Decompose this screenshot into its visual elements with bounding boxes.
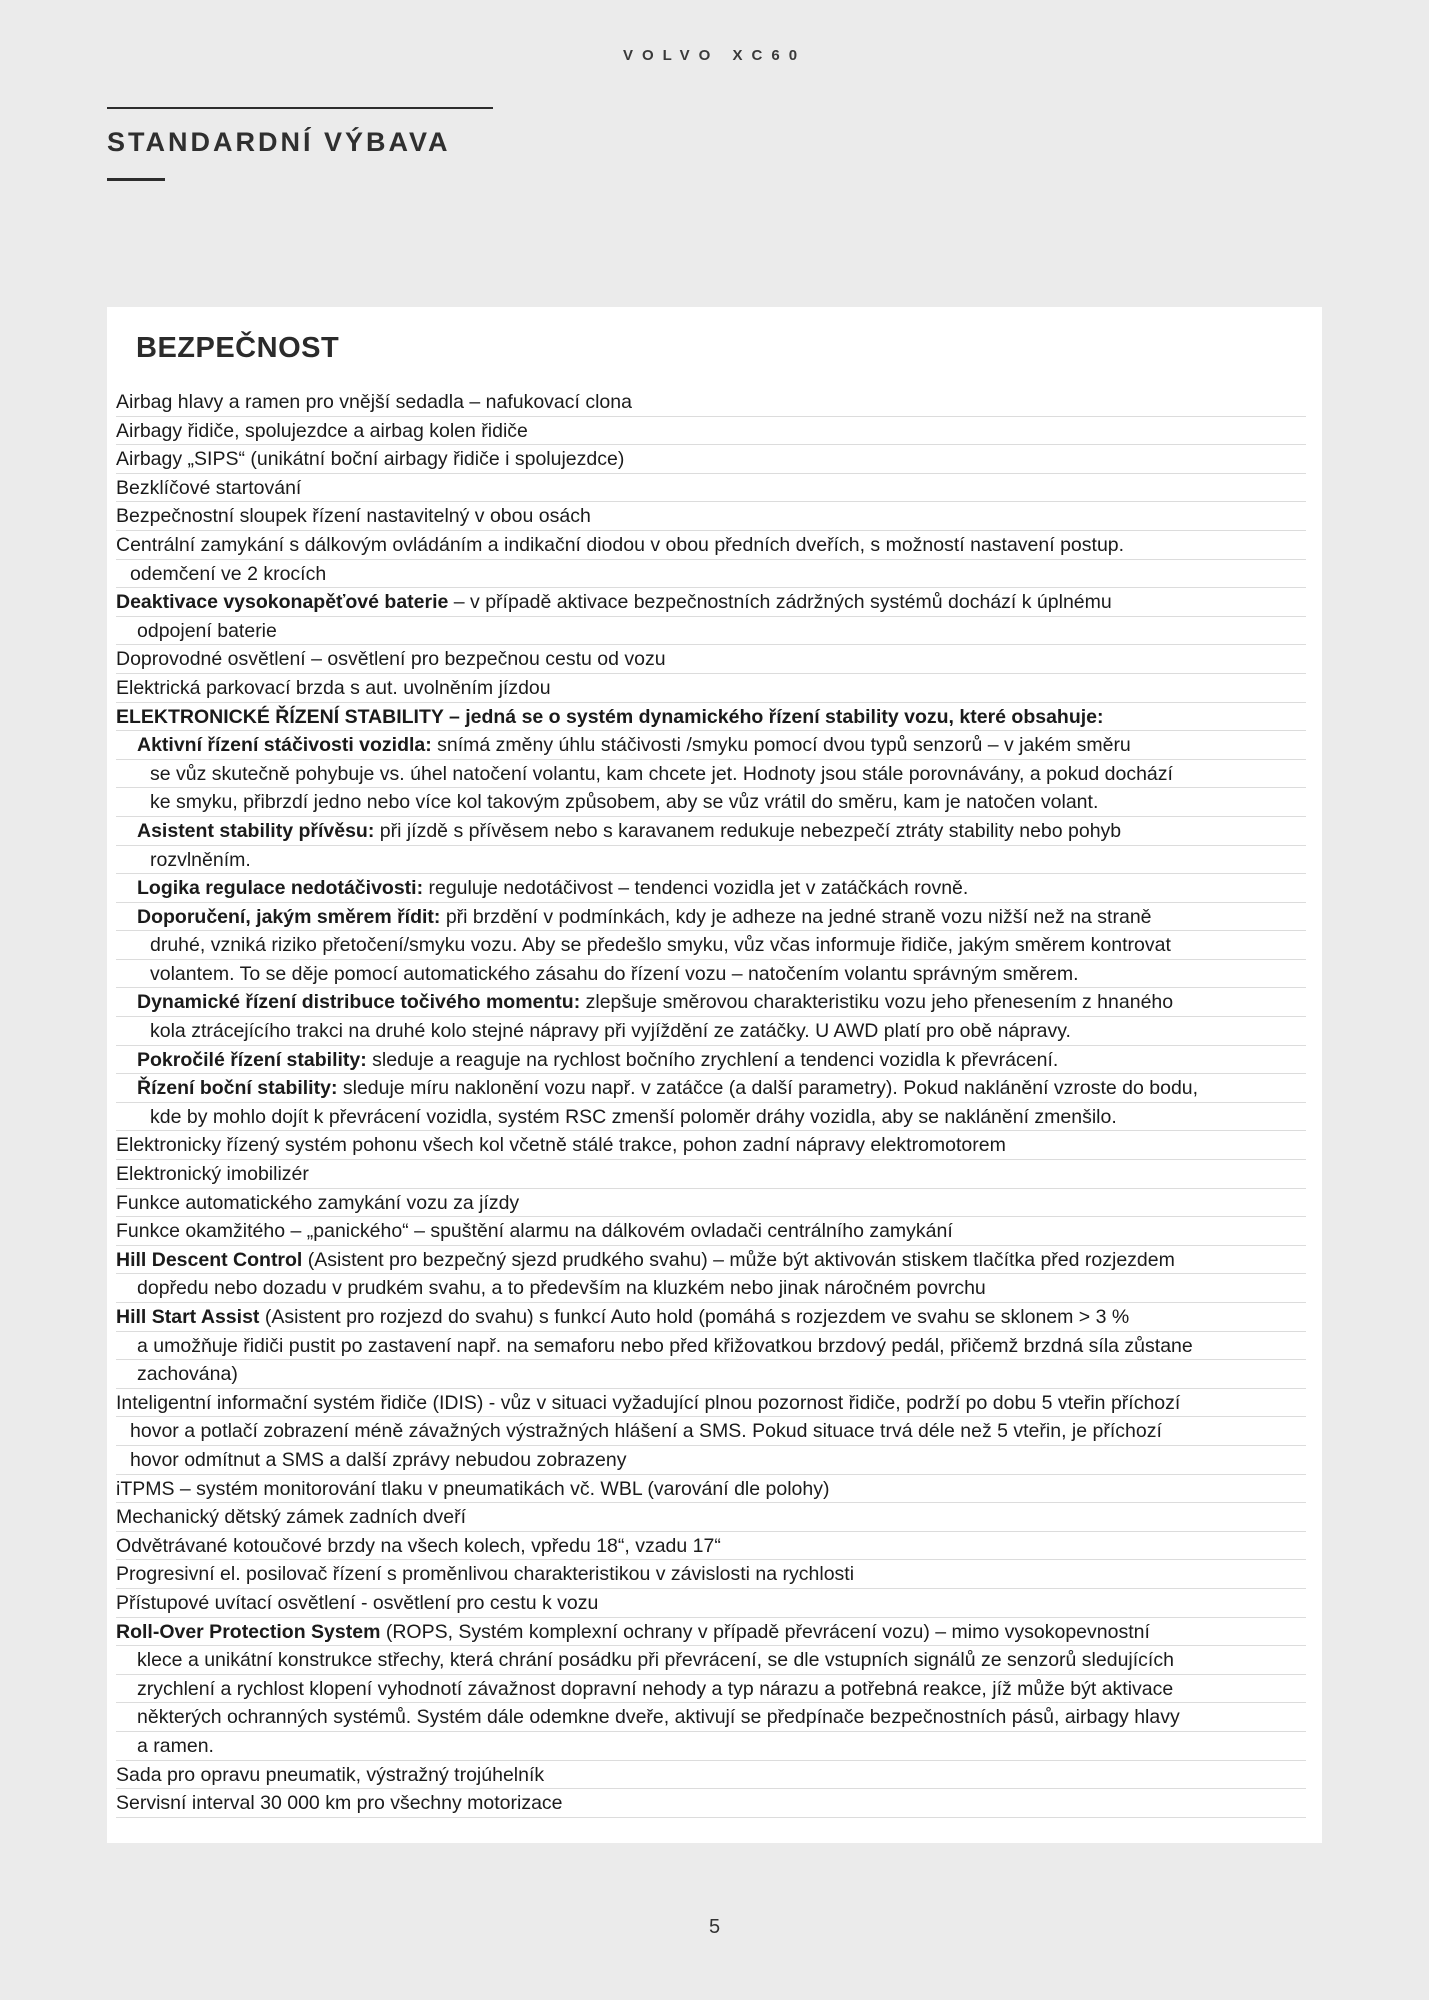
list-item: Mechanický dětský zámek zadních dveří [116,1503,1306,1532]
list-item: Přístupové uvítací osvětlení - osvětlení pro cestu k vozu [116,1589,1306,1618]
list-item: Elektrická parkovací brzda s aut. uvolněním jízdou [116,674,1306,703]
card-title: BEZPEČNOST [136,332,340,364]
list-item: Progresivní el. posilovač řízení s proměnlivou charakteristikou v závislosti na rychlosti [116,1560,1306,1589]
list-item: zrychlení a rychlost klopení vyhodnotí závažnost dopravní nehody a typ nárazu a potřebná reakce, jíž může být aktivace [116,1675,1306,1704]
list-item: Doporučení, jakým směrem řídit: při brzdění v podmínkách, kdy je adheze na jedné straně vozu nižší než na straně [116,903,1306,932]
list-item: některých ochranných systémů. Systém dále odemkne dveře, aktivují se předpínače bezpečnostních pásů, airbagy hlavy [116,1703,1306,1732]
list-item: rozvlněním. [116,846,1306,875]
list-item: druhé, vzniká riziko přetočení/smyku vozu. Aby se předešlo smyku, vůz včas informuje řidiče, jakým směrem kontrovat [116,931,1306,960]
list-item: Airbag hlavy a ramen pro vnější sedadla – nafukovací clona [116,388,1306,417]
list-item: iTPMS – systém monitorování tlaku v pneumatikách vč. WBL (varování dle polohy) [116,1475,1306,1504]
list-item: Řízení boční stability: sleduje míru naklonění vozu např. v zatáčce (a další parametry). Pokud naklánění vzroste do bodu, [116,1074,1306,1103]
list-item: Hill Start Assist (Asistent pro rozjezd do svahu) s funkcí Auto hold (pomáhá s rozjezdem ve svahu se sklonem > 3 % [116,1303,1306,1332]
title-rule-short [107,178,165,181]
page-title: STANDARDNÍ VÝBAVA [107,127,451,157]
list-item: Airbagy řidiče, spolujezdce a airbag kolen řidiče [116,417,1306,446]
list-item: odemčení ve 2 krocích [116,560,1306,589]
list-item: Airbagy „SIPS“ (unikátní boční airbagy řidiče i spolujezdce) [116,445,1306,474]
list-item: Doprovodné osvětlení – osvětlení pro bezpečnou cestu od vozu [116,645,1306,674]
brand-header: VOLVO XC60 [622,47,807,64]
list-item: Sada pro opravu pneumatik, výstražný trojúhelník [116,1761,1306,1790]
list-item: Roll-Over Protection System (ROPS, Systém komplexní ochrany v případě převrácení vozu) – mimo vysokopevnostní [116,1618,1306,1647]
list-item: Inteligentní informační systém řidiče (IDIS) - vůz v situaci vyžadující plnou pozornost řidiče, podrží po dobu 5 vteřin příchozí [116,1389,1306,1418]
list-item: Servisní interval 30 000 km pro všechny motorizace [116,1789,1306,1818]
list-item: Aktivní řízení stáčivosti vozidla: snímá změny úhlu stáčivosti /smyku pomocí dvou typů senzorů – v jakém směru [116,731,1306,760]
list-item: se vůz skutečně pohybuje vs. úhel natočení volantu, kam chcete jet. Hodnoty jsou stále porovnávány, a pokud dochází [116,760,1306,789]
list-item: Elektronicky řízený systém pohonu všech kol včetně stálé trakce, pohon zadní nápravy elektromotorem [116,1131,1306,1160]
list-item: Hill Descent Control (Asistent pro bezpečný sjezd prudkého svahu) – může být aktivován stiskem tlačítka před rozjezdem [116,1246,1306,1275]
list-item: kde by mohlo dojít k převrácení vozidla, systém RSC zmenší poloměr dráhy vozidla, aby se naklánění zmenšilo. [116,1103,1306,1132]
list-item: Dynamické řízení distribuce točivého momentu: zlepšuje směrovou charakteristiku vozu jeho přenesením z hnaného [116,988,1306,1017]
title-rule-top [107,107,493,109]
list-item: Logika regulace nedotáčivosti: reguluje nedotáčivost – tendenci vozidla jet v zatáčkách rovně. [116,874,1306,903]
list-item: Elektronický imobilizér [116,1160,1306,1189]
page-number: 5 [708,1916,721,1938]
list-item: ELEKTRONICKÉ ŘÍZENÍ STABILITY – jedná se o systém dynamického řízení stability vozu, které obsahuje: [116,703,1306,732]
list-item: hovor odmítnut a SMS a další zprávy nebudou zobrazeny [116,1446,1306,1475]
list-item: a ramen. [116,1732,1306,1761]
list-item: Bezklíčové startování [116,474,1306,503]
list-item: Pokročilé řízení stability: sleduje a reaguje na rychlost bočního zrychlení a tendenci vozidla k převrácení. [116,1046,1306,1075]
list-item: hovor a potlačí zobrazení méně závažných výstražných hlášení a SMS. Pokud situace trvá déle než 5 vteřin, je příchozí [116,1417,1306,1446]
list-item: ke smyku, přibrzdí jedno nebo více kol takovým způsobem, aby se vůz vrátil do směru, kam je natočen volant. [116,788,1306,817]
list-item: klece a unikátní konstrukce střechy, která chrání posádku při převrácení, se dle vstupních signálů ze senzorů sledujících [116,1646,1306,1675]
equipment-list [116,388,1306,1818]
list-item: odpojení baterie [116,617,1306,646]
list-item: Asistent stability přívěsu: při jízdě s přívěsem nebo s karavanem redukuje nebezpečí ztráty stability nebo pohyb [116,817,1306,846]
list-item: volantem. To se děje pomocí automatického zásahu do řízení vozu – natočením volantu správným směrem. [116,960,1306,989]
list-item: Bezpečnostní sloupek řízení nastavitelný v obou osách [116,502,1306,531]
list-item: Deaktivace vysokonapěťové baterie – v případě aktivace bezpečnostních zádržných systémů dochází k úplnému [116,588,1306,617]
list-item: a umožňuje řidiči pustit po zastavení např. na semaforu nebo před křižovatkou brzdový pedál, přičemž brzdná síla zůstane [116,1332,1306,1361]
list-item: Funkce automatického zamykání vozu za jízdy [116,1189,1306,1218]
list-item: Centrální zamykání s dálkovým ovládáním a indikační diodou v obou předních dveřích, s možností nastavení postup. [116,531,1306,560]
list-item: kola ztrácejícího trakci na druhé kolo stejné nápravy při vyjíždění ze zatáčky. U AWD platí pro obě nápravy. [116,1017,1306,1046]
list-item: Funkce okamžitého – „panického“ – spuštění alarmu na dálkovém ovladači centrálního zamykání [116,1217,1306,1246]
safety-card [107,307,1322,1843]
list-item: zachována) [116,1360,1306,1389]
list-item: Odvětrávané kotoučové brzdy na všech kolech, vpředu 18“, vzadu 17“ [116,1532,1306,1561]
list-item: dopředu nebo dozadu v prudkém svahu, a to především na kluzkém nebo jinak náročném povrchu [116,1274,1306,1303]
